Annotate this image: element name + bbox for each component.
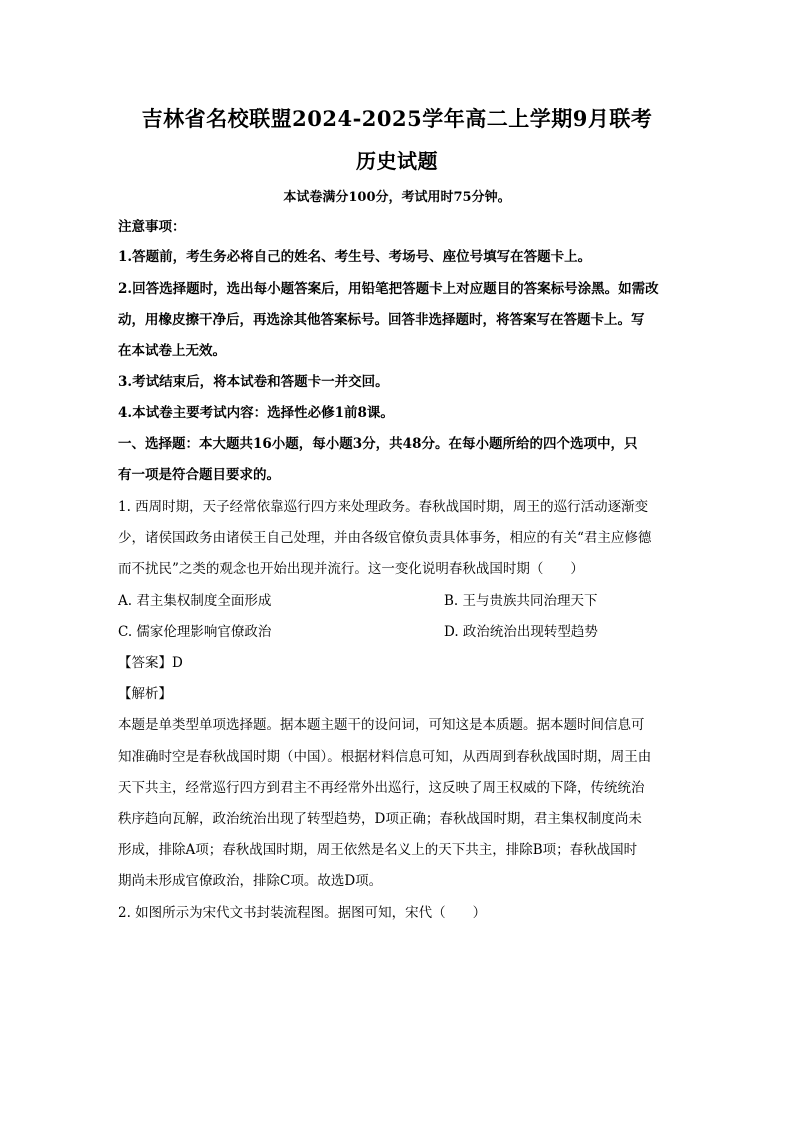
section-heading-cont: 有一项是符合题目要求的。 xyxy=(118,467,280,483)
q1-stem-line-3: 而不扰民”之类的观念也开始出现并流行。这一变化说明春秋战国时期（ ） xyxy=(118,561,584,577)
q1-option-c: C. 儒家伦理影响官僚政治 xyxy=(118,624,272,640)
q1-option-a: A. 君主集权制度全面形成 xyxy=(118,593,272,609)
q1-stem-line-2: 少，诸侯国政务由诸侯王自己处理，并由各级官僚负责具体事务，相应的有关“君主应修德 xyxy=(118,530,652,546)
notice-item-3: 3.考试结束后，将本试卷和答题卡一并交回。 xyxy=(118,374,389,390)
notice-item-2-cont: 动，用橡皮擦干净后，再选涂其他答案标号。回答非选择题时，将答案写在答题卡上。写 xyxy=(118,312,645,328)
exam-subtitle: 历史试题 xyxy=(356,149,438,173)
section-heading: 一、选择题：本大题共16小题，每小题3分，共48分。在每小题所给的四个选项中，只 xyxy=(118,436,638,452)
q1-answer: 【答案】D xyxy=(118,655,183,671)
q2-stem: 2. 如图所示为宋代文书封装流程图。据图可知，宋代（ ） xyxy=(118,905,487,921)
notice-item-2: 2.回答选择题时，选出每小题答案后，用铅笔把答题卡上对应题目的答案标号涂黑。如需改 xyxy=(118,281,659,297)
q1-analysis-heading: 【解析】 xyxy=(118,686,172,702)
q1-analysis-line-4: 秩序趋向瓦解，政治统治出现了转型趋势，D项正确；春秋战国时期，君主集权制度尚未 xyxy=(118,811,642,827)
q1-analysis-line-3: 天下共主，经常巡行四方到君主不再经常外出巡行，这反映了周王权威的下降，传统统治 xyxy=(118,780,645,796)
q1-analysis-line-2: 知准确时空是春秋战国时期（中国）。根据材料信息可知，从西周到春秋战国时期，周王由 xyxy=(118,749,652,765)
notice-item-4: 4.本试卷主要考试内容：选择性必修1前8课。 xyxy=(118,405,394,421)
notice-item-1: 1.答题前，考生务必将自己的姓名、考生号、考场号、座位号填写在答题卡上。 xyxy=(118,249,592,265)
q1-option-b: B. 王与贵族共同治理天下 xyxy=(444,593,598,609)
exam-title: 吉林省名校联盟2024-2025学年高二上学期9月联考 xyxy=(141,106,653,131)
exam-info: 本试卷满分100分，考试用时75分钟。 xyxy=(283,190,511,205)
q1-stem-line-1: 1. 西周时期，天子经常依靠巡行四方来处理政务。春秋战国时期，周王的巡行活动逐渐变 xyxy=(118,499,649,515)
q1-analysis-line-1: 本题是单类型单项选择题。据本题主题干的设问词，可知这是本质题。据本题时间信息可 xyxy=(118,717,645,733)
q1-analysis-line-5: 形成，排除A项；春秋战国时期，周王依然是名义上的天下共主，排除B项；春秋战国时 xyxy=(118,842,638,858)
q1-option-d: D. 政治统治出现转型趋势 xyxy=(444,624,598,640)
notice-heading: 注意事项： xyxy=(118,219,186,235)
notice-item-2-end: 在本试卷上无效。 xyxy=(118,343,226,359)
q1-analysis-line-6: 期尚未形成官僚政治，排除C项。故选D项。 xyxy=(118,873,383,889)
